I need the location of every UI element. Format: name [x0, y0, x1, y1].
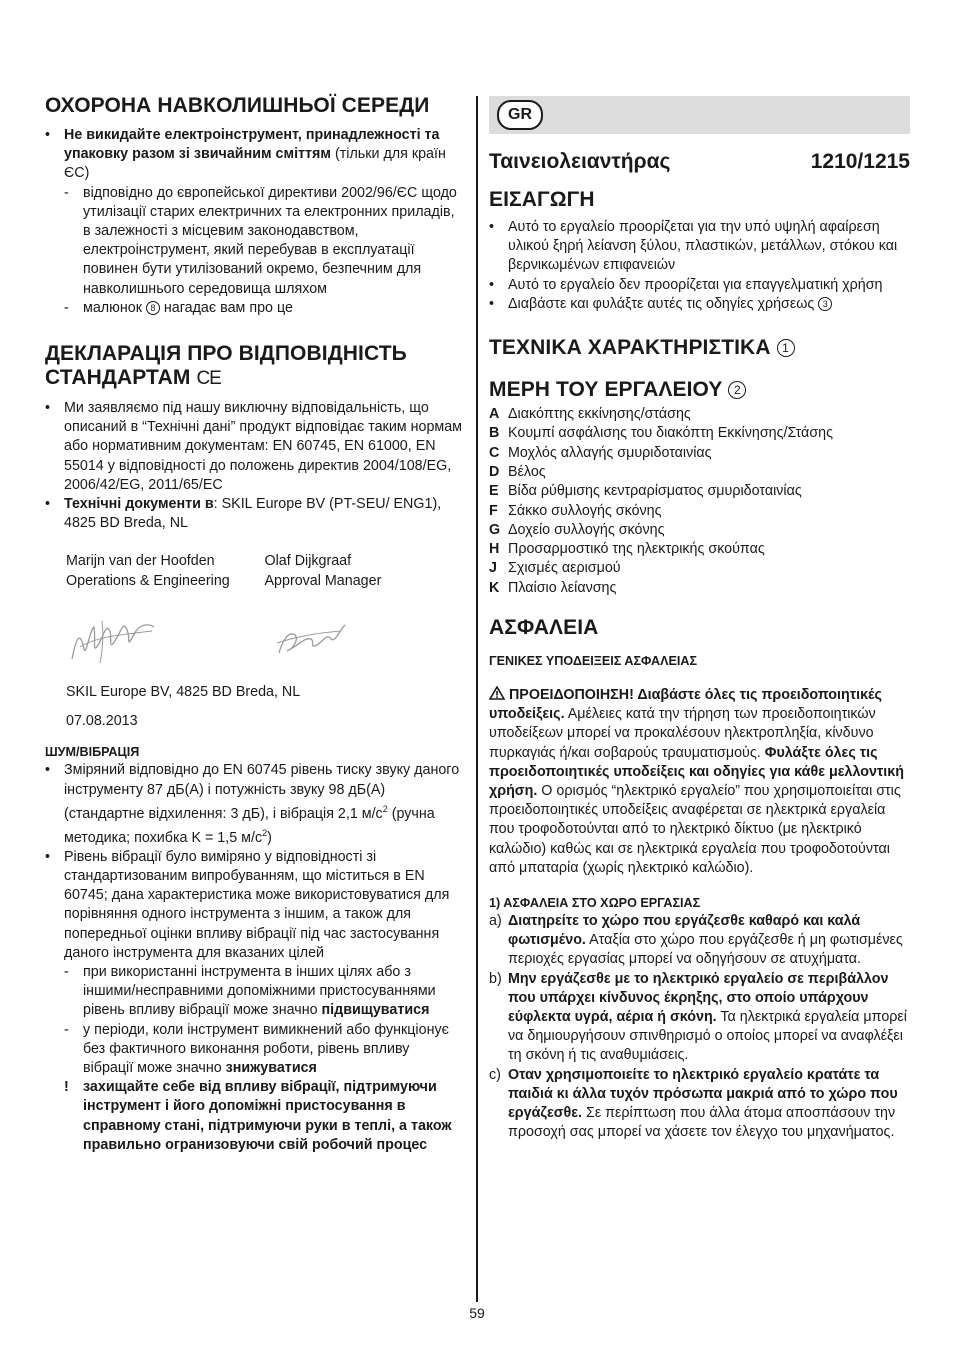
- product-model: 1210/1215: [810, 150, 910, 173]
- intro-heading: ΕΙΣΑΓΩΓΗ: [489, 188, 595, 211]
- part-item: G Δοχείο συλλογής σκόνης: [489, 521, 665, 538]
- figure-number: 2: [728, 381, 746, 399]
- part-item: J Σχισμές αερισμού: [489, 560, 621, 577]
- ce-mark-icon: CE: [196, 368, 221, 390]
- environment-heading: ОХОРОНА НАВКОЛИШНЬОЇ СЕРЕДИ: [45, 94, 430, 117]
- column-divider: [476, 96, 478, 1302]
- general-safety-heading: ΓΕΝΙΚΕΣ ΥΠΟΔΕΙΞΕΙΣ ΑΣΦΑΛΕΙΑΣ: [489, 653, 698, 668]
- environment-list: [45, 126, 463, 318]
- list-item: • Αυτό το εργαλείο προορίζεται για την υπό υψηλή αφαίρεση υλικού ξηρή λείανση ξύλου, πλαστικών, μετάλλων, στόκου και βερνικωμένων επιφανειών: [489, 219, 898, 274]
- language-band: [489, 96, 910, 134]
- part-item: H Προσαρμοστικό της ηλεκτρικής σκούπας: [489, 541, 765, 558]
- left-column: [45, 90, 463, 1155]
- list-item: - у періоди, коли інструмент вимикнений або функціонує без фактичного виконання роботи, рівень впливу вібрації може значно знижуватися: [64, 1021, 449, 1077]
- declaration-list: [45, 399, 463, 533]
- list-item: • Αυτό το εργαλείο δεν προορίζεται για επαγγελματική χρήση: [489, 276, 883, 293]
- parts-heading: ΜΕΡΗ ΤΟΥ ΕΡΓΑΛΕΙΟΥ 2: [489, 378, 910, 402]
- noise-heading: ШУМ/ВІБРАЦІЯ: [45, 745, 140, 760]
- list-item: • Рівень вібрації було виміряно у відповідності зі стандартизованим випробуванням, що міститься в EN 60745; дана характеристика може використовуватися для порівняння одного інструмента з іншим, а також для попередньої оцінки впливу вібрації під час застосування даного інструмента для вказаних цілей - при використанні інструмента в інших цілях або з іншими/несправними допоміжними пристосуваннями рівень впливу вібрації може значно підвищуватися - у періоди, коли інструмент вимикнений або функціонує без фактичного виконання роботи, рівень впливу вібрації може значно знижуватися ! захищайте себе від впливу вібрації, підтримуючи інструмент і його допоміжні пристосування в справному стані, підтримуючи руки в теплі, а також правильно огранизовуючи свій робочий процес: [45, 848, 463, 1155]
- page-number: 59: [469, 1305, 485, 1321]
- part-item: D Βέλος: [489, 463, 546, 480]
- part-item: E Βίδα ρύθμισης κεντραρίσματος σμυριδοταινίας: [489, 483, 802, 500]
- declaration-heading: ДЕКЛАРАЦІЯ ПРО ВІДПОВІДНІСТЬ СТАНДАРТАМ CE: [45, 342, 407, 390]
- list-item: a) Διατηρείτε το χώρο που εργάζεσθε καθαρό και καλά φωτισμένο. Αταξία στο χώρο που εργάζεσθε ή μη φωτισμένες περιοχές εργασίας μπορεί να οδηγήσουν σε ατυχήματα.: [489, 913, 903, 968]
- figure-number: 3: [818, 297, 832, 311]
- signatures: [66, 552, 463, 671]
- warning-paragraph: ΠΡΟΕΙΔΟΠΟΙΗΣΗ! Διαβάστε όλες τις προειδοποιητικές υποδείξεις. Αμέλειες κατά την τήρηση των προειδοποιητικών υποδείξεων μπορεί να προκαλέσουν ηλεκτροπληξία, κίνδυνο πυρκαγιάς ή/και σοβαρούς τραυματισμούς. Φυλάξτε όλες τις προειδοποιητικές υποδείξεις και οδηγίες για κάθε μελλοντική χρήση. Ο ορισμός “ηλεκτρικό εργαλείο” που χρησιμοποιείται στις προειδοποιητικές υποδείξεις αναφέρεται σε ηλεκτρικά εργαλεία που τροφοδοτούνται από το ηλεκτρικό δίκτυο (με ηλεκτρικό καλώδιο) καθώς και σε ηλεκτρικά εργαλεία που τροφοδοτούνται από μπαταρία (χωρίς ηλεκτρικό καλώδιο).: [489, 686, 904, 876]
- list-item: • Διαβάστε και φυλάξτε αυτές τις οδηγίες χρήσεως 3: [489, 295, 910, 314]
- signatory-1: Marijn van der Hoofden Operations & Engineering: [66, 552, 265, 671]
- list-item: - малюнок 8 нагадає вам про це: [64, 299, 293, 316]
- part-item: C Μοχλός αλλαγής σμυριδοταινίας: [489, 444, 712, 461]
- product-title: [489, 150, 910, 174]
- signature-image: [265, 609, 355, 665]
- signature-image: [66, 609, 166, 665]
- list-item: • Технічні документи в: SKIL Europe BV (PT-SEU/ ENG1), 4825 BD Breda, NL: [45, 496, 442, 532]
- work-area-heading: 1) ΑΣΦΑΛΕΙΑ ΣΤΟ ΧΩΡΟ ΕΡΓΑΣΙΑΣ: [489, 896, 701, 911]
- list-item: - відповідно до європейської директиви 2002/96/ЄС щодо утилізації старих електричних та електронних приладів, в залежності з місцевим законодавством, електроінструмент, який перебував в експлуатації повинен бути утилізований окремо, безпечним для навколишнього середовища шляхом: [64, 184, 457, 297]
- warning-icon: [489, 686, 505, 700]
- list-item: • Не викидайте електроінструмент, принадлежності та упаковку разом зі звичайним сміттям (тільки для країн ЄС) - відповідно до європейської директиви 2002/96/ЄС щодо утилізації старих електричних та електронних приладів, в залежності з місцевим законодавством, електроінструмент, який перебував в експлуатації повинен бути утилізований окремо, безпечним для навколишнього середовища шляхом - малюнок 8 нагадає вам про це: [45, 126, 463, 318]
- safety-heading: ΑΣΦΑΛΕΙΑ: [489, 615, 599, 639]
- list-item: b) Μην εργάζεσθε με το ηλεκτρικό εργαλείο σε περιβάλλον που υπάρχει κίνδυνος έκρηξης, στο οποίο υπάρχουν εύφλεκτα υγρά, αέρια ή σκόνη. Τα ηλεκτρικά εργαλεία μπορεί να δημιουργήσουν σπινθηρισμό ο οποίος μπορεί να αναφλέξει τη σκόνη ή τις αναθυμιάσεις.: [489, 970, 907, 1064]
- work-area-list: [489, 912, 910, 1142]
- part-item: B Κουμπί ασφάλισης του διακόπτη Εκκίνησης/Στάσης: [489, 425, 833, 442]
- right-column: [489, 90, 910, 1142]
- part-item: A Διακόπτης εκκίνησης/στάσης: [489, 406, 691, 423]
- part-item: K Πλαίσιο λείανσης: [489, 579, 617, 596]
- tech-specs-heading: ΤΕΧΝΙΚΑ ΧΑΡΑΚΤΗΡΙΣΤΙΚΑ 1: [489, 336, 910, 360]
- list-item: • Ми заявляємо під нашу виключну відповідальність, що описаний в “Технічні дані” продукт відповідає таким нормам або нормативним документам: EN 60745, EN 61000, EN 55014 у відповідності до положень директив 2004/108/EG, 2006/42/EG, 2011/65/EC: [45, 400, 463, 493]
- signatory-2: Olaf Dijkgraaf Approval Manager: [265, 552, 464, 671]
- list-item: ! захищайте себе від впливу вібрації, підтримуючи інструмент і його допоміжні пристосування в справному стані, підтримуючи руки в теплі, а також правильно огранизовуючи свій робочий процес: [64, 1079, 452, 1153]
- declaration-date: 07.08.2013: [66, 713, 138, 730]
- intro-list: [489, 218, 910, 314]
- product-name: Ταινειολειαντήρας: [489, 150, 671, 173]
- list-item: c) Οταν χρησιμοποιείτε το ηλεκτρικό εργαλείο κρατάτε τα παιδιά κι άλλα τυχόν πρόσωπα μακριά από το χώρο που εργάζεσθε. Σε περίπτωση που άλλα άτομα αποσπάσουν την προσοχή σας μπορεί να χάσετε τον έλεγχο του μηχανήματος.: [489, 1066, 898, 1141]
- list-item: • Зміряний відповідно до EN 60745 рівень тиску звуку даного інструменту 87 дБ(A) і потужність звуку 98 дБ(A) (стандартне відхилення: 3 дБ), і вібрація 2,1 $м/c^2$ (ручна методика; похибка K = 1,5 $м/c^2$): [45, 762, 460, 846]
- parts-list: [489, 405, 910, 598]
- list-item: - при використанні інструмента в інших цілях або з іншими/несправними допоміжними пристосуваннями рівень впливу вібрації може значно підвищуватися: [64, 964, 436, 1019]
- company-address: SKIL Europe BV, 4825 BD Breda, NL: [66, 684, 301, 701]
- part-item: F Σάκκο συλλογής σκόνης: [489, 502, 662, 519]
- figure-number: 1: [777, 339, 795, 357]
- language-badge: GR: [497, 100, 543, 130]
- noise-list: [45, 761, 463, 1155]
- figure-number: 8: [146, 301, 160, 315]
